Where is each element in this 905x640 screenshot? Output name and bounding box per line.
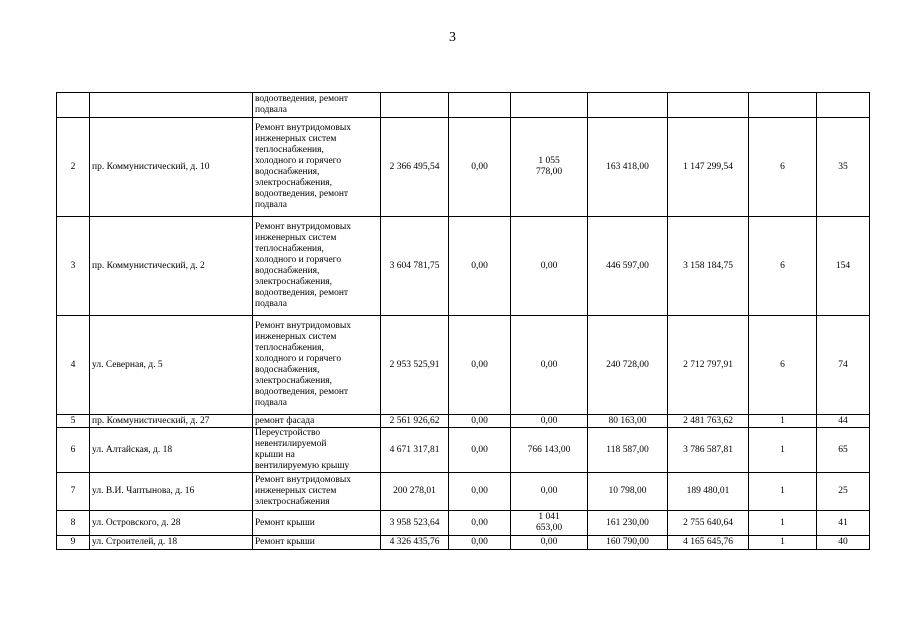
remainder-cell: 2 755 640,64	[668, 511, 749, 536]
work-type-cell-line: водоотведения, ремонт	[255, 189, 349, 199]
fund-cell: 0,00	[449, 428, 511, 473]
row-number-cell: 7	[57, 473, 90, 511]
month-cell: 1	[749, 473, 817, 511]
table-row-continuation	[57, 93, 870, 118]
work-type-cell-line: Ремонт внутридомовых	[255, 321, 351, 331]
total-cost-cell: 2 561 926,62	[381, 415, 449, 428]
row-number-cell: 6	[57, 428, 90, 473]
fund-cell: 0,00	[449, 536, 511, 550]
apartments-cell: 35	[817, 118, 870, 217]
remainder-cell: 189 480,01	[668, 473, 749, 511]
work-type-cell-line: подвала	[255, 200, 288, 210]
row-number-cell: 3	[57, 217, 90, 316]
total-cost-cell: 2 366 495,54	[381, 118, 449, 217]
fund-cell: 0,00	[449, 316, 511, 415]
budget-cell-line: 0,00	[540, 486, 558, 496]
budget-cell	[511, 217, 588, 316]
work-type-cell-line: холодного и горячего	[255, 156, 342, 166]
budget-cell-line: 1 055	[538, 156, 560, 166]
total-cost-cell: 4 671 317,81	[381, 428, 449, 473]
work-type-cell-line: водоотведения, ремонт	[255, 387, 349, 397]
budget-cell	[511, 316, 588, 415]
remainder-cell: 2 481 763,62	[668, 415, 749, 428]
page-number: 3	[449, 30, 456, 45]
work-type-cell-line: электроснабжения,	[255, 277, 333, 287]
table-body	[57, 93, 870, 550]
address-cell: ул. В.И. Чаптынова, д. 16	[90, 473, 253, 511]
address-cell	[90, 93, 253, 118]
address-cell: пр. Коммунистический, д. 27	[90, 415, 253, 428]
total-cost-cell: 3 958 523,64	[381, 511, 449, 536]
budget-cell-line: 0,00	[540, 359, 558, 370]
table-row	[57, 473, 870, 511]
owners-cell: 446 597,00	[588, 217, 668, 316]
work-type-cell-line: электроснабжения	[255, 497, 330, 507]
work-type-cell-line: теплоснабжения,	[255, 145, 324, 155]
work-type-cell-line: водоснабжения,	[255, 167, 320, 177]
value-cell	[588, 93, 668, 118]
owners-cell: 10 798,00	[588, 473, 668, 511]
budget-cell-line: 1 041	[538, 512, 560, 522]
work-type-cell-line: теплоснабжения,	[255, 343, 324, 353]
owners-cell: 161 230,00	[588, 511, 668, 536]
budget-cell-line: 766 143,00	[527, 444, 571, 455]
value-cell	[511, 93, 588, 118]
budget-cell	[511, 511, 588, 536]
address-cell: ул. Строителей, д. 18	[90, 536, 253, 550]
remainder-cell: 3 786 587,81	[668, 428, 749, 473]
row-number-cell: 5	[57, 415, 90, 428]
apartments-cell: 74	[817, 316, 870, 415]
work-type-cell-line: Переустройство	[255, 428, 321, 438]
month-cell: 1	[749, 511, 817, 536]
budget-cell	[511, 118, 588, 217]
work-type-cell-line: водоотведения, ремонт	[255, 94, 349, 104]
total-cost-cell: 4 326 435,76	[381, 536, 449, 550]
table-row	[57, 118, 870, 217]
num-cell	[57, 93, 90, 118]
work-type-cell-line: крыши на	[255, 450, 295, 460]
value-cell	[449, 93, 511, 118]
address-cell: ул. Алтайская, д. 18	[90, 428, 253, 473]
address-cell: ул. Островского, д. 28	[90, 511, 253, 536]
value-cell	[749, 93, 817, 118]
owners-cell: 160 790,00	[588, 536, 668, 550]
remainder-cell: 3 158 184,75	[668, 217, 749, 316]
budget-cell-line: 0,00	[540, 260, 558, 271]
apartments-cell: 44	[817, 415, 870, 428]
table-row	[57, 536, 870, 550]
month-cell: 6	[749, 217, 817, 316]
owners-cell: 240 728,00	[588, 316, 668, 415]
remainder-cell: 4 165 645,76	[668, 536, 749, 550]
work-type-cell-line: подвала	[255, 299, 288, 309]
budget-cell-line: 0,00	[540, 537, 558, 547]
work-type-cell	[253, 428, 381, 473]
row-number-cell: 2	[57, 118, 90, 217]
remainder-cell: 1 147 299,54	[668, 118, 749, 217]
work-type-cell	[253, 473, 381, 511]
budget-cell	[511, 415, 588, 428]
work-type-cell	[253, 316, 381, 415]
table-row	[57, 217, 870, 316]
work-type-cell-line: Ремонт внутридомовых	[255, 123, 351, 133]
owners-cell: 118 587,00	[588, 428, 668, 473]
month-cell: 6	[749, 118, 817, 217]
fund-cell: 0,00	[449, 511, 511, 536]
month-cell: 6	[749, 316, 817, 415]
month-cell: 1	[749, 536, 817, 550]
work-type-cell-line: холодного и горячего	[255, 255, 342, 265]
apartments-cell: 41	[817, 511, 870, 536]
budget-cell-line: 653,00	[535, 523, 563, 533]
budget-cell	[511, 428, 588, 473]
apartments-cell: 25	[817, 473, 870, 511]
row-number-cell: 9	[57, 536, 90, 550]
work-type-cell	[253, 217, 381, 316]
work-type-cell	[253, 118, 381, 217]
repair-program-table	[56, 92, 870, 550]
work-type-cell	[253, 415, 381, 428]
work-type-cell-line: холодного и горячего	[255, 354, 342, 364]
work-type-cell	[253, 536, 381, 550]
work-type-cell	[253, 93, 381, 118]
work-type-cell-line: инженерных систем	[255, 332, 337, 342]
fund-cell: 0,00	[449, 217, 511, 316]
table-row	[57, 316, 870, 415]
work-type-cell-line: теплоснабжения,	[255, 244, 324, 254]
owners-cell: 163 418,00	[588, 118, 668, 217]
fund-cell: 0,00	[449, 415, 511, 428]
work-type-cell-line: подвала	[255, 105, 288, 115]
total-cost-cell: 2 953 525,91	[381, 316, 449, 415]
budget-cell-line: 0,00	[540, 415, 558, 426]
fund-cell: 0,00	[449, 118, 511, 217]
month-cell: 1	[749, 415, 817, 428]
row-number-cell: 8	[57, 511, 90, 536]
work-type-cell	[253, 511, 381, 536]
work-type-cell-line: вентилируемую крышу	[255, 461, 350, 471]
owners-cell: 80 163,00	[588, 415, 668, 428]
work-type-cell-line: невентилируемой	[255, 439, 327, 449]
work-type-cell-line: Ремонт внутридомовых	[255, 222, 351, 232]
budget-cell-line: 778,00	[535, 167, 563, 177]
month-cell: 1	[749, 428, 817, 473]
total-cost-cell: 200 278,01	[381, 473, 449, 511]
work-type-cell-line: Ремонт крыши	[255, 537, 315, 547]
apartments-cell: 40	[817, 536, 870, 550]
address-cell: пр. Коммунистический, д. 10	[90, 118, 253, 217]
table-row	[57, 511, 870, 536]
address-cell: ул. Северная, д. 5	[90, 316, 253, 415]
table-row	[57, 415, 870, 428]
remainder-cell: 2 712 797,91	[668, 316, 749, 415]
work-type-cell-line: инженерных систем	[255, 134, 337, 144]
work-type-cell-line: электроснабжения,	[255, 178, 333, 188]
fund-cell: 0,00	[449, 473, 511, 511]
work-type-cell-line: инженерных систем	[255, 486, 337, 496]
work-type-cell-line: электроснабжения,	[255, 376, 333, 386]
budget-cell	[511, 536, 588, 550]
work-type-cell-line: Ремонт крыши	[255, 517, 315, 528]
work-type-cell-line: водоотведения, ремонт	[255, 288, 349, 298]
apartments-cell: 154	[817, 217, 870, 316]
work-type-cell-line: Ремонт внутридомовых	[255, 475, 351, 485]
work-type-cell-line: водоснабжения,	[255, 266, 320, 276]
value-cell	[668, 93, 749, 118]
work-type-cell-line: ремонт фасада	[255, 415, 315, 426]
budget-cell	[511, 473, 588, 511]
row-number-cell: 4	[57, 316, 90, 415]
work-type-cell-line: инженерных систем	[255, 233, 337, 243]
work-type-cell-line: водоснабжения,	[255, 365, 320, 375]
apartments-cell: 65	[817, 428, 870, 473]
total-cost-cell: 3 604 781,75	[381, 217, 449, 316]
value-cell	[381, 93, 449, 118]
work-type-cell-line: подвала	[255, 398, 288, 408]
table-row	[57, 428, 870, 473]
value-cell	[817, 93, 870, 118]
address-cell: пр. Коммунистический, д. 2	[90, 217, 253, 316]
